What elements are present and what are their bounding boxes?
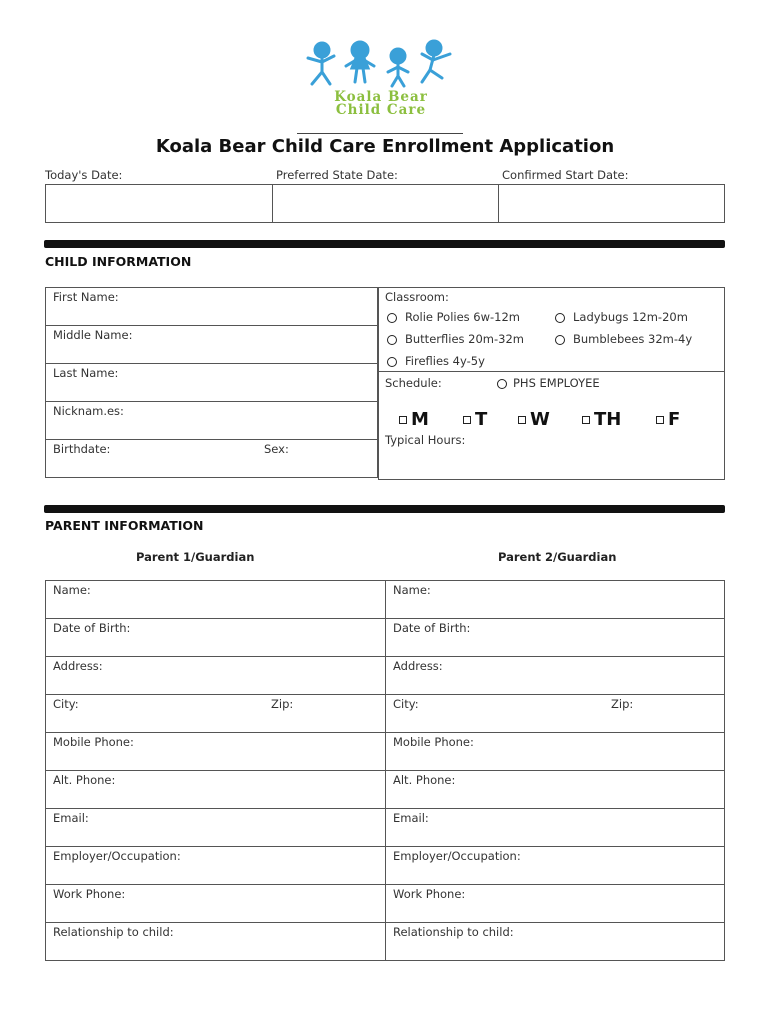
birthdate-label: Birthdate: — [53, 442, 111, 456]
logo-text — [300, 91, 462, 117]
parent-2-dob-field[interactable] — [386, 619, 724, 657]
field-label: Employer/Occupation: — [53, 849, 181, 863]
field-label: Work Phone: — [393, 887, 466, 901]
last-name-label: Last Name: — [53, 366, 119, 380]
day-checkbox-tuesday[interactable] — [463, 409, 487, 430]
parent-2-email-field[interactable] — [386, 809, 724, 847]
parent-1-dob-field[interactable] — [46, 619, 385, 657]
parent-1-column — [46, 581, 385, 960]
radio-icon — [387, 357, 397, 367]
day-checkbox-thursday[interactable] — [582, 409, 621, 430]
preferred-start-date-label: Preferred State Date: — [276, 168, 398, 182]
parent-2-relationship-field[interactable] — [386, 923, 724, 960]
checkbox-icon — [582, 416, 590, 424]
field-label: City: — [393, 697, 419, 711]
radio-icon — [387, 335, 397, 345]
parent-2-column — [386, 581, 724, 960]
field-label: Name: — [53, 583, 91, 597]
nicknames-field[interactable] — [46, 402, 377, 440]
parent-1-heading: Parent 1/Guardian — [136, 550, 255, 564]
field-label: Relationship to child: — [393, 925, 514, 939]
day-label: W — [530, 409, 550, 430]
classroom-option-fireflies[interactable] — [387, 354, 485, 368]
birthdate-field[interactable] — [46, 440, 377, 477]
checkbox-icon — [656, 416, 664, 424]
page-title: Koala Bear Child Care Enrollment Application — [155, 136, 615, 157]
field-label: City: — [53, 697, 79, 711]
parent-1-work-phone-field[interactable] — [46, 885, 385, 923]
checkbox-icon — [518, 416, 526, 424]
field-label: Date of Birth: — [53, 621, 131, 635]
parent-1-alt-phone-field[interactable] — [46, 771, 385, 809]
day-label: TH — [594, 409, 622, 430]
field-label: Email: — [53, 811, 89, 825]
classroom-option-label: Butterflies 20m-32m — [405, 332, 524, 346]
phs-employee-option[interactable] — [497, 376, 600, 390]
child-info-heading: CHILD INFORMATION — [45, 254, 192, 269]
parent-2-name-field[interactable] — [386, 581, 724, 619]
radio-icon — [387, 313, 397, 323]
classroom-schedule-box — [378, 287, 725, 480]
parent-2-alt-phone-field[interactable] — [386, 771, 724, 809]
field-label: Address: — [53, 659, 103, 673]
classroom-option-ladybugs[interactable] — [555, 310, 688, 324]
parent-1-mobile-phone-field[interactable] — [46, 733, 385, 771]
field-label: Mobile Phone: — [53, 735, 134, 749]
parent-table — [45, 580, 725, 961]
classroom-label: Classroom: — [385, 290, 449, 304]
middle-name-label: Middle Name: — [53, 328, 133, 342]
field-label: Address: — [393, 659, 443, 673]
parent-1-relationship-field[interactable] — [46, 923, 385, 960]
parent-1-email-field[interactable] — [46, 809, 385, 847]
parent-1-city-field[interactable] — [46, 695, 385, 733]
field-label: Work Phone: — [53, 887, 126, 901]
parent-2-city-field[interactable] — [386, 695, 724, 733]
field-label: Email: — [393, 811, 429, 825]
checkbox-icon — [399, 416, 407, 424]
parent-2-work-phone-field[interactable] — [386, 885, 724, 923]
zip-label: Zip: — [271, 697, 294, 711]
section-bar — [44, 505, 725, 513]
day-checkbox-wednesday[interactable] — [518, 409, 550, 430]
classroom-option-bumblebees[interactable] — [555, 332, 692, 346]
field-label: Alt. Phone: — [53, 773, 116, 787]
parent-2-mobile-phone-field[interactable] — [386, 733, 724, 771]
last-name-field[interactable] — [46, 364, 377, 402]
logo-line-2: Child Care — [335, 102, 427, 118]
schedule-label: Schedule: — [385, 376, 442, 390]
child-names-box — [45, 287, 378, 478]
preferred-start-date-field[interactable] — [273, 185, 498, 222]
radio-icon — [555, 335, 565, 345]
field-label: Alt. Phone: — [393, 773, 456, 787]
field-label: Relationship to child: — [53, 925, 174, 939]
logo-line-1: Koala Bear — [334, 89, 428, 105]
first-name-label: First Name: — [53, 290, 119, 304]
classroom-option-label: Ladybugs 12m-20m — [573, 310, 688, 324]
typical-hours-label: Typical Hours: — [385, 433, 466, 447]
radio-icon — [555, 313, 565, 323]
confirmed-start-date-field[interactable] — [499, 185, 724, 222]
parent-1-name-field[interactable] — [46, 581, 385, 619]
parent-2-employer-field[interactable] — [386, 847, 724, 885]
section-bar — [44, 240, 725, 248]
field-label: Mobile Phone: — [393, 735, 474, 749]
nicknames-label: Nicknam.es: — [53, 404, 124, 418]
day-label: F — [668, 409, 681, 430]
radio-icon — [497, 379, 507, 389]
day-checkbox-monday[interactable] — [399, 409, 429, 430]
phs-employee-label: PHS EMPLOYEE — [513, 376, 600, 390]
classroom-option-butterflies[interactable] — [387, 332, 524, 346]
confirmed-start-date-label: Confirmed Start Date: — [502, 168, 629, 182]
dates-box — [45, 184, 725, 223]
field-label: Date of Birth: — [393, 621, 471, 635]
parent-1-address-field[interactable] — [46, 657, 385, 695]
day-label: T — [475, 409, 488, 430]
zip-label: Zip: — [611, 697, 634, 711]
middle-name-field[interactable] — [46, 326, 377, 364]
parent-2-address-field[interactable] — [386, 657, 724, 695]
field-label: Name: — [393, 583, 431, 597]
classroom-option-label: Bumblebees 32m-4y — [573, 332, 693, 346]
classroom-option-label: Rolie Polies 6w-12m — [405, 310, 521, 324]
sex-label: Sex: — [264, 442, 289, 456]
classroom-option-label: Fireflies 4y-5y — [405, 354, 485, 368]
title-rule — [297, 133, 463, 134]
parent-2-heading: Parent 2/Guardian — [498, 550, 617, 564]
todays-date-label: Today's Date: — [45, 168, 123, 182]
first-name-field[interactable] — [46, 288, 377, 326]
day-label: M — [411, 409, 429, 430]
parent-1-employer-field[interactable] — [46, 847, 385, 885]
field-label: Employer/Occupation: — [393, 849, 521, 863]
todays-date-field[interactable] — [46, 185, 272, 222]
classroom-option-rolie-polies[interactable] — [387, 310, 520, 324]
parent-info-heading: PARENT INFORMATION — [45, 518, 204, 533]
day-checkbox-friday[interactable] — [656, 409, 680, 430]
checkbox-icon — [463, 416, 471, 424]
divider — [379, 371, 724, 372]
